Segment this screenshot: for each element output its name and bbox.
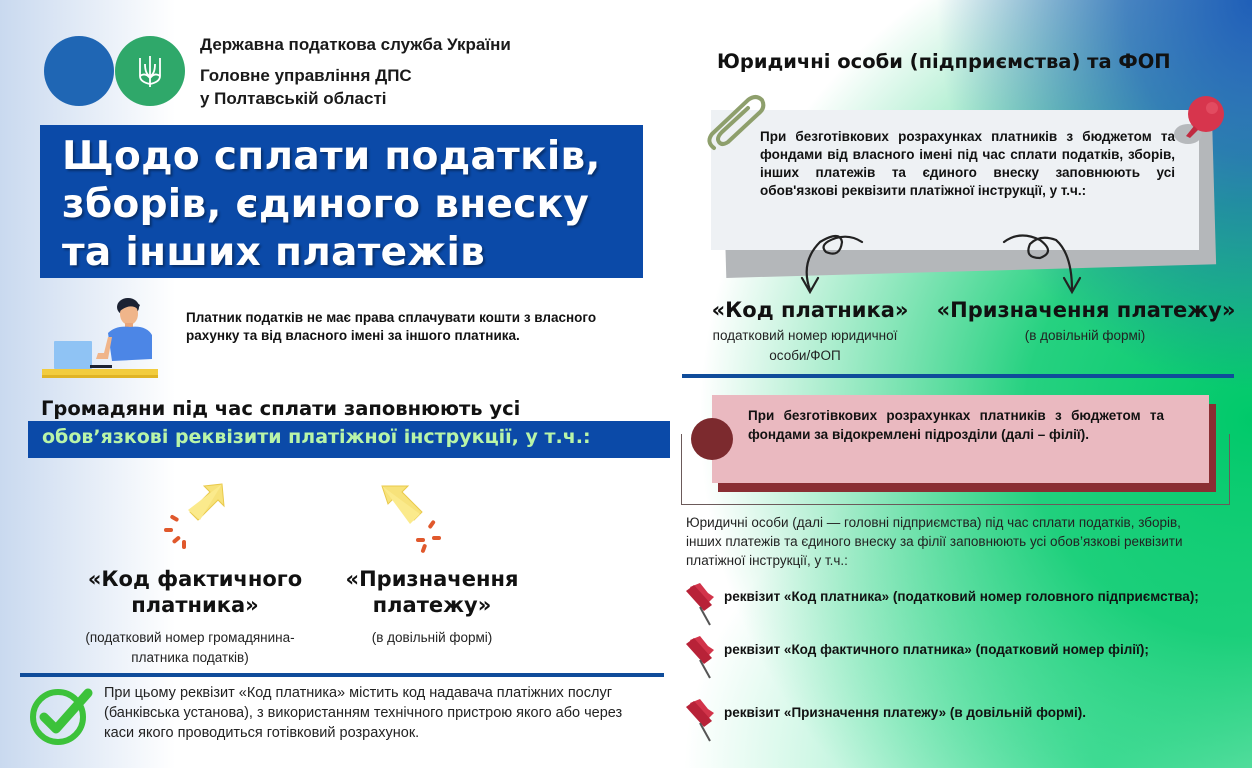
paperclip-icon — [704, 92, 768, 154]
branch-card-dot — [691, 418, 733, 460]
citizens-heading: Громадяни під час сплати заповнюють усі — [41, 397, 521, 420]
cursor-click-icon — [160, 480, 232, 550]
dept-line-1: Головне управління ДПС — [200, 66, 412, 85]
branch-card-text: При безготівкових розрахунках платників з бюджетом та фондами за відокремлені підрозділи (далі – філії). — [748, 408, 1164, 442]
legal-field-sub-1 — [680, 326, 930, 366]
logo-green-circle — [115, 36, 185, 106]
person-at-laptop-illustration — [38, 293, 162, 383]
legal-heading: Юридичні особи (підприємства) та ФОП — [717, 50, 1171, 73]
pushpin-icon — [684, 697, 718, 743]
list-item — [684, 587, 1214, 606]
field-sub-line: платника податків) — [131, 650, 249, 665]
requirement-text: реквізит «Код фактичного платника» (податковий номер філії); — [724, 642, 1149, 657]
requirement-text: реквізит «Призначення платежу» (в довільній формі). — [724, 705, 1087, 720]
notice-text: Платник податків не має права сплачувати кошти з власного рахунку та від власного імені за іншого платника. — [186, 310, 597, 343]
field-sub-line: податковий номер юридичної — [712, 328, 898, 343]
citizen-field-title-2 — [327, 566, 537, 618]
field-sub-line: особи/ФОП — [769, 348, 841, 363]
left-divider — [20, 673, 664, 677]
citizen-field-title-1 — [70, 566, 320, 618]
title-line-3: та інших платежів — [62, 230, 486, 275]
pushpin-icon — [684, 581, 718, 627]
dept-line-2: у Полтавській області — [200, 89, 387, 108]
cursor-click-icon — [378, 480, 450, 556]
pushpin-icon — [684, 634, 718, 680]
citizen-field-sub-1 — [45, 628, 335, 668]
logo-blue-circle — [44, 36, 114, 106]
legal-field-sub-2: (в довільній формі) — [1024, 328, 1146, 343]
loop-arrow-icon — [790, 232, 870, 294]
field-sub-line: (в довільній формі) — [371, 630, 493, 645]
title-line-2: зборів, єдиного внеску — [62, 182, 590, 227]
list-item — [684, 640, 1214, 659]
legal-field-title-1: «Код платника» — [711, 298, 909, 322]
check-circle-icon — [28, 685, 94, 747]
field-title-line: платежу» — [372, 593, 492, 617]
pushpin-icon — [1166, 92, 1230, 152]
citizens-note: При цьому реквізит «Код платника» містить код надавача платіжних послуг (банківська установа), з використанням технічного пристрою якого або через каси якого проводиться готівковий розрахунок. — [104, 685, 623, 741]
field-sub-line: (податковий номер громадянина- — [85, 630, 295, 645]
citizen-field-sub-2 — [337, 628, 527, 648]
loop-arrow-icon — [1000, 232, 1090, 296]
requirement-text: реквізит «Код платника» (податковий номер головного підприємства); — [724, 589, 1199, 604]
right-divider — [682, 374, 1234, 378]
title-line-1: Щодо сплати податків, — [62, 134, 601, 179]
legal-field-title-2: «Призначення платежу» — [936, 298, 1236, 322]
citizens-band-text: обов’язкові реквізити платіжної інструкції, у т.ч.: — [42, 426, 591, 448]
field-title-line: «Призначення — [345, 567, 519, 591]
legal-card-text: При безготівкових розрахунках платників з бюджетом та фондами від власного імені під час сплати податків, зборів, інших платежів та єдиного внеску заповнюють усі обов'язкові реквізити платіжної інструкції, у т.ч.: — [760, 129, 1175, 198]
page-title — [62, 133, 642, 277]
field-title-line: платника» — [131, 593, 259, 617]
list-item — [684, 703, 1214, 722]
field-title-line: «Код фактичного — [87, 567, 303, 591]
branch-intro: Юридичні особи (далі — головні підприємства) під час сплати податків, зборів, інших платежів та єдиного внеску за філії заповнюють усі обов’язкові реквізити платіжної інструкції, у т.ч.: — [686, 515, 1183, 568]
trident-icon — [137, 54, 163, 88]
org-name: Державна податкова служба України — [200, 35, 511, 54]
